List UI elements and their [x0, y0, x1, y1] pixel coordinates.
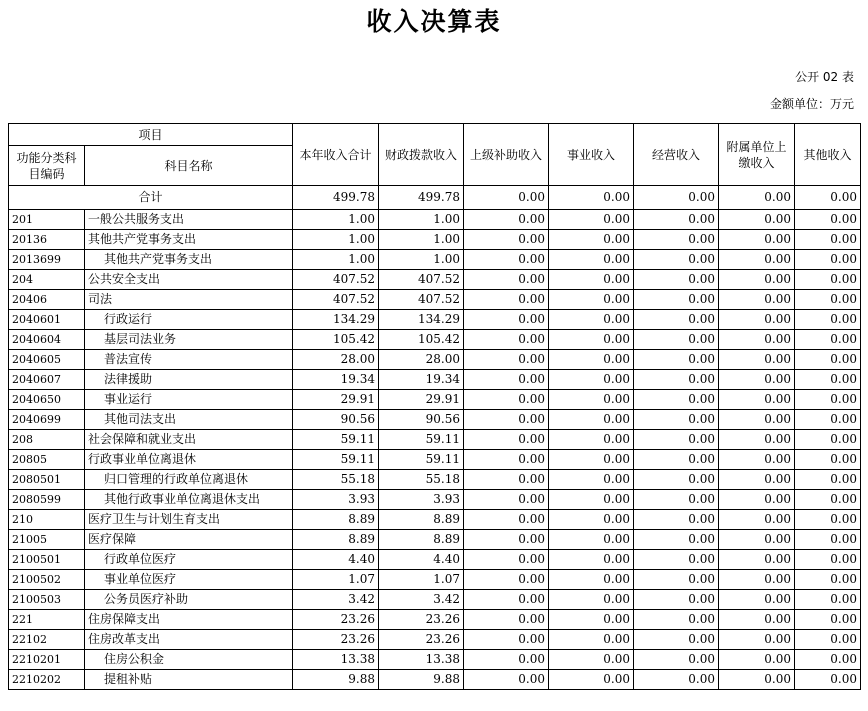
row-value: 0.00 [549, 550, 634, 570]
row-value: 0.00 [719, 290, 795, 310]
row-value: 134.29 [379, 310, 464, 330]
row-value: 105.42 [293, 330, 379, 350]
row-value: 0.00 [464, 590, 549, 610]
row-value: 0.00 [634, 350, 719, 370]
row-value: 0.00 [464, 570, 549, 590]
row-value: 0.00 [549, 610, 634, 630]
row-value: 0.00 [464, 370, 549, 390]
row-value: 23.26 [293, 610, 379, 630]
row-value: 28.00 [379, 350, 464, 370]
row-value: 1.00 [293, 250, 379, 270]
row-name: 法律援助 [85, 370, 293, 390]
row-name: 行政事业单位离退休 [85, 450, 293, 470]
row-value: 4.40 [293, 550, 379, 570]
row-value: 0.00 [795, 270, 861, 290]
row-code: 20136 [9, 230, 85, 250]
row-value: 0.00 [634, 390, 719, 410]
row-value: 0.00 [795, 350, 861, 370]
row-value: 59.11 [379, 450, 464, 470]
row-code: 204 [9, 270, 85, 290]
row-value: 0.00 [634, 290, 719, 310]
row-value: 0.00 [719, 370, 795, 390]
row-value: 90.56 [293, 410, 379, 430]
row-name: 归口管理的行政单位离退休 [85, 470, 293, 490]
row-value: 19.34 [379, 370, 464, 390]
header-item: 项目 [9, 124, 293, 146]
table-row [9, 270, 861, 290]
row-value: 0.00 [464, 270, 549, 290]
row-code: 208 [9, 430, 85, 450]
row-code: 2013699 [9, 250, 85, 270]
row-value: 0.00 [719, 490, 795, 510]
row-value: 0.00 [464, 330, 549, 350]
row-value: 0.00 [795, 430, 861, 450]
row-value: 0.00 [549, 210, 634, 230]
row-value: 0.00 [634, 410, 719, 430]
row-value: 0.00 [719, 450, 795, 470]
row-value: 0.00 [464, 450, 549, 470]
table-row [9, 450, 861, 470]
row-value: 0.00 [464, 630, 549, 650]
row-value: 0.00 [719, 470, 795, 490]
table-row [9, 490, 861, 510]
total-value: 499.78 [379, 186, 464, 210]
row-value: 0.00 [464, 410, 549, 430]
header-col-operating: 经营收入 [634, 124, 719, 186]
row-code: 2040601 [9, 310, 85, 330]
table-row [9, 610, 861, 630]
row-value: 0.00 [719, 590, 795, 610]
row-value: 28.00 [293, 350, 379, 370]
row-value: 0.00 [719, 550, 795, 570]
row-value: 1.00 [293, 210, 379, 230]
row-value: 29.91 [293, 390, 379, 410]
row-value: 0.00 [719, 410, 795, 430]
row-value: 0.00 [464, 230, 549, 250]
row-name: 普法宣传 [85, 350, 293, 370]
row-value: 407.52 [293, 270, 379, 290]
table-row [9, 370, 861, 390]
row-value: 0.00 [634, 430, 719, 450]
row-value: 0.00 [634, 590, 719, 610]
row-value: 3.93 [293, 490, 379, 510]
row-code: 21005 [9, 530, 85, 550]
table-row [9, 310, 861, 330]
row-value: 59.11 [379, 430, 464, 450]
row-value: 90.56 [379, 410, 464, 430]
total-value: 0.00 [719, 186, 795, 210]
row-name: 一般公共服务支出 [85, 210, 293, 230]
row-name: 行政运行 [85, 310, 293, 330]
row-code: 2040607 [9, 370, 85, 390]
row-value: 0.00 [549, 430, 634, 450]
row-value: 19.34 [293, 370, 379, 390]
row-value: 1.00 [379, 250, 464, 270]
row-value: 0.00 [464, 610, 549, 630]
table-row [9, 230, 861, 250]
row-value: 0.00 [795, 310, 861, 330]
row-value: 0.00 [719, 270, 795, 290]
row-value: 0.00 [795, 610, 861, 630]
row-value: 0.00 [464, 650, 549, 670]
row-code: 2100502 [9, 570, 85, 590]
row-value: 9.88 [293, 670, 379, 690]
row-name: 其他共产党事务支出 [85, 230, 293, 250]
row-code: 22102 [9, 630, 85, 650]
table-row [9, 530, 861, 550]
total-value: 0.00 [795, 186, 861, 210]
row-value: 0.00 [464, 490, 549, 510]
row-value: 8.89 [293, 530, 379, 550]
row-value: 0.00 [464, 430, 549, 450]
row-name: 司法 [85, 290, 293, 310]
row-value: 0.00 [719, 650, 795, 670]
row-value: 0.00 [549, 230, 634, 250]
row-value: 0.00 [719, 630, 795, 650]
row-value: 0.00 [795, 490, 861, 510]
table-row [9, 350, 861, 370]
row-name: 其他行政事业单位离退休支出 [85, 490, 293, 510]
row-value: 0.00 [549, 450, 634, 470]
row-code: 2040650 [9, 390, 85, 410]
row-value: 0.00 [795, 370, 861, 390]
row-value: 0.00 [549, 350, 634, 370]
row-value: 0.00 [549, 270, 634, 290]
row-value: 0.00 [464, 670, 549, 690]
row-value: 0.00 [719, 350, 795, 370]
amount-unit: 金额单位：万元 [769, 97, 854, 111]
row-value: 9.88 [379, 670, 464, 690]
row-name: 其他司法支出 [85, 410, 293, 430]
table-row [9, 470, 861, 490]
row-value: 23.26 [379, 610, 464, 630]
row-name: 基层司法业务 [85, 330, 293, 350]
row-value: 0.00 [464, 250, 549, 270]
row-value: 1.07 [293, 570, 379, 590]
row-name: 住房公积金 [85, 650, 293, 670]
income-table [8, 123, 861, 690]
row-value: 8.89 [379, 530, 464, 550]
row-value: 0.00 [795, 410, 861, 430]
table-row [9, 390, 861, 410]
row-value: 3.42 [379, 590, 464, 610]
page-title: 收入决算表 [366, 7, 502, 36]
row-value: 0.00 [634, 490, 719, 510]
row-value: 0.00 [464, 290, 549, 310]
row-code: 2210201 [9, 650, 85, 670]
row-value: 0.00 [634, 470, 719, 490]
row-value: 0.00 [634, 270, 719, 290]
header-col-business: 事业收入 [549, 124, 634, 186]
row-value: 0.00 [464, 310, 549, 330]
row-value: 0.00 [634, 450, 719, 470]
table-row [9, 570, 861, 590]
table-row [9, 670, 861, 690]
row-value: 23.26 [293, 630, 379, 650]
table-row [9, 210, 861, 230]
row-value: 407.52 [379, 270, 464, 290]
row-value: 0.00 [634, 310, 719, 330]
row-value: 13.38 [379, 650, 464, 670]
row-value: 0.00 [549, 530, 634, 550]
row-value: 0.00 [719, 610, 795, 630]
row-name: 住房保障支出 [85, 610, 293, 630]
row-value: 0.00 [795, 390, 861, 410]
row-value: 0.00 [795, 530, 861, 550]
table-row [9, 290, 861, 310]
total-value: 499.78 [293, 186, 379, 210]
row-value: 0.00 [464, 470, 549, 490]
row-code: 20805 [9, 450, 85, 470]
row-value: 0.00 [634, 650, 719, 670]
row-code: 2100501 [9, 550, 85, 570]
row-value: 3.42 [293, 590, 379, 610]
row-value: 0.00 [549, 410, 634, 430]
row-name: 医疗卫生与计划生育支出 [85, 510, 293, 530]
row-value: 0.00 [464, 510, 549, 530]
row-code: 2080501 [9, 470, 85, 490]
row-value: 0.00 [549, 370, 634, 390]
total-value: 0.00 [549, 186, 634, 210]
table-row [9, 250, 861, 270]
row-value: 3.93 [379, 490, 464, 510]
row-name: 住房改革支出 [85, 630, 293, 650]
row-value: 0.00 [795, 550, 861, 570]
row-name: 公务员医疗补助 [85, 590, 293, 610]
row-value: 0.00 [549, 590, 634, 610]
row-value: 0.00 [719, 390, 795, 410]
row-value: 0.00 [464, 530, 549, 550]
row-value: 0.00 [634, 630, 719, 650]
header-name: 科目名称 [85, 146, 293, 186]
row-code: 221 [9, 610, 85, 630]
row-value: 0.00 [549, 630, 634, 650]
header-col-affiliated: 附属单位上缴收入 [719, 124, 795, 186]
row-value: 0.00 [549, 510, 634, 530]
row-value: 0.00 [634, 570, 719, 590]
row-value: 0.00 [719, 210, 795, 230]
row-code: 2040699 [9, 410, 85, 430]
row-value: 0.00 [634, 210, 719, 230]
row-value: 0.00 [634, 250, 719, 270]
row-value: 0.00 [549, 310, 634, 330]
row-value: 0.00 [549, 390, 634, 410]
row-value: 0.00 [795, 230, 861, 250]
row-value: 0.00 [549, 670, 634, 690]
row-value: 0.00 [719, 310, 795, 330]
row-value: 0.00 [795, 650, 861, 670]
row-value: 0.00 [464, 350, 549, 370]
row-value: 0.00 [549, 650, 634, 670]
row-value: 0.00 [719, 230, 795, 250]
header-col-fiscal: 财政拨款收入 [379, 124, 464, 186]
row-value: 0.00 [719, 530, 795, 550]
row-value: 1.00 [293, 230, 379, 250]
row-code: 2040604 [9, 330, 85, 350]
row-name: 事业单位医疗 [85, 570, 293, 590]
row-value: 8.89 [293, 510, 379, 530]
table-row [9, 550, 861, 570]
row-value: 0.00 [795, 470, 861, 490]
table-row [9, 410, 861, 430]
row-value: 0.00 [719, 670, 795, 690]
row-value: 134.29 [293, 310, 379, 330]
row-value: 0.00 [719, 510, 795, 530]
total-row [9, 186, 861, 210]
row-value: 0.00 [549, 290, 634, 310]
row-value: 1.00 [379, 210, 464, 230]
row-value: 0.00 [549, 330, 634, 350]
row-value: 0.00 [719, 250, 795, 270]
row-value: 0.00 [719, 430, 795, 450]
row-name: 行政单位医疗 [85, 550, 293, 570]
row-value: 0.00 [634, 530, 719, 550]
row-value: 0.00 [795, 670, 861, 690]
row-value: 29.91 [379, 390, 464, 410]
row-value: 0.00 [634, 610, 719, 630]
table-row [9, 330, 861, 350]
row-value: 0.00 [634, 510, 719, 530]
row-value: 0.00 [549, 470, 634, 490]
row-code: 2210202 [9, 670, 85, 690]
row-name: 社会保障和就业支出 [85, 430, 293, 450]
row-value: 0.00 [795, 630, 861, 650]
row-value: 55.18 [379, 470, 464, 490]
row-name: 医疗保障 [85, 530, 293, 550]
row-value: 0.00 [719, 330, 795, 350]
table-number: 公开 02 表 [795, 70, 854, 84]
row-value: 1.07 [379, 570, 464, 590]
row-value: 4.40 [379, 550, 464, 570]
row-code: 201 [9, 210, 85, 230]
header-col-superior: 上级补助收入 [464, 124, 549, 186]
row-value: 0.00 [795, 210, 861, 230]
row-value: 0.00 [719, 570, 795, 590]
row-value: 0.00 [634, 370, 719, 390]
row-code: 210 [9, 510, 85, 530]
row-value: 0.00 [795, 250, 861, 270]
row-code: 20406 [9, 290, 85, 310]
row-value: 59.11 [293, 430, 379, 450]
row-value: 0.00 [634, 670, 719, 690]
row-value: 0.00 [549, 250, 634, 270]
total-label: 合计 [9, 186, 293, 210]
row-value: 55.18 [293, 470, 379, 490]
row-value: 0.00 [795, 330, 861, 350]
row-value: 407.52 [379, 290, 464, 310]
row-code: 2040605 [9, 350, 85, 370]
row-value: 0.00 [464, 390, 549, 410]
row-value: 0.00 [795, 590, 861, 610]
row-name: 提租补贴 [85, 670, 293, 690]
row-value: 0.00 [464, 210, 549, 230]
row-value: 0.00 [795, 570, 861, 590]
table-row [9, 650, 861, 670]
row-value: 0.00 [795, 510, 861, 530]
header-code: 功能分类科目编码 [9, 146, 85, 186]
table-row [9, 590, 861, 610]
row-value: 0.00 [549, 570, 634, 590]
row-value: 0.00 [634, 550, 719, 570]
row-value: 0.00 [549, 490, 634, 510]
total-value: 0.00 [464, 186, 549, 210]
header-col-total: 本年收入合计 [293, 124, 379, 186]
row-value: 407.52 [293, 290, 379, 310]
row-value: 23.26 [379, 630, 464, 650]
row-value: 13.38 [293, 650, 379, 670]
table-row [9, 510, 861, 530]
header-col-other: 其他收入 [795, 124, 861, 186]
row-name: 其他共产党事务支出 [85, 250, 293, 270]
row-code: 2080599 [9, 490, 85, 510]
table-row [9, 430, 861, 450]
row-value: 0.00 [464, 550, 549, 570]
total-value: 0.00 [634, 186, 719, 210]
row-value: 59.11 [293, 450, 379, 470]
row-value: 8.89 [379, 510, 464, 530]
row-value: 0.00 [795, 290, 861, 310]
row-value: 1.00 [379, 230, 464, 250]
row-code: 2100503 [9, 590, 85, 610]
row-name: 事业运行 [85, 390, 293, 410]
table-row [9, 630, 861, 650]
row-value: 0.00 [634, 330, 719, 350]
row-name: 公共安全支出 [85, 270, 293, 290]
row-value: 105.42 [379, 330, 464, 350]
row-value: 0.00 [634, 230, 719, 250]
row-value: 0.00 [795, 450, 861, 470]
